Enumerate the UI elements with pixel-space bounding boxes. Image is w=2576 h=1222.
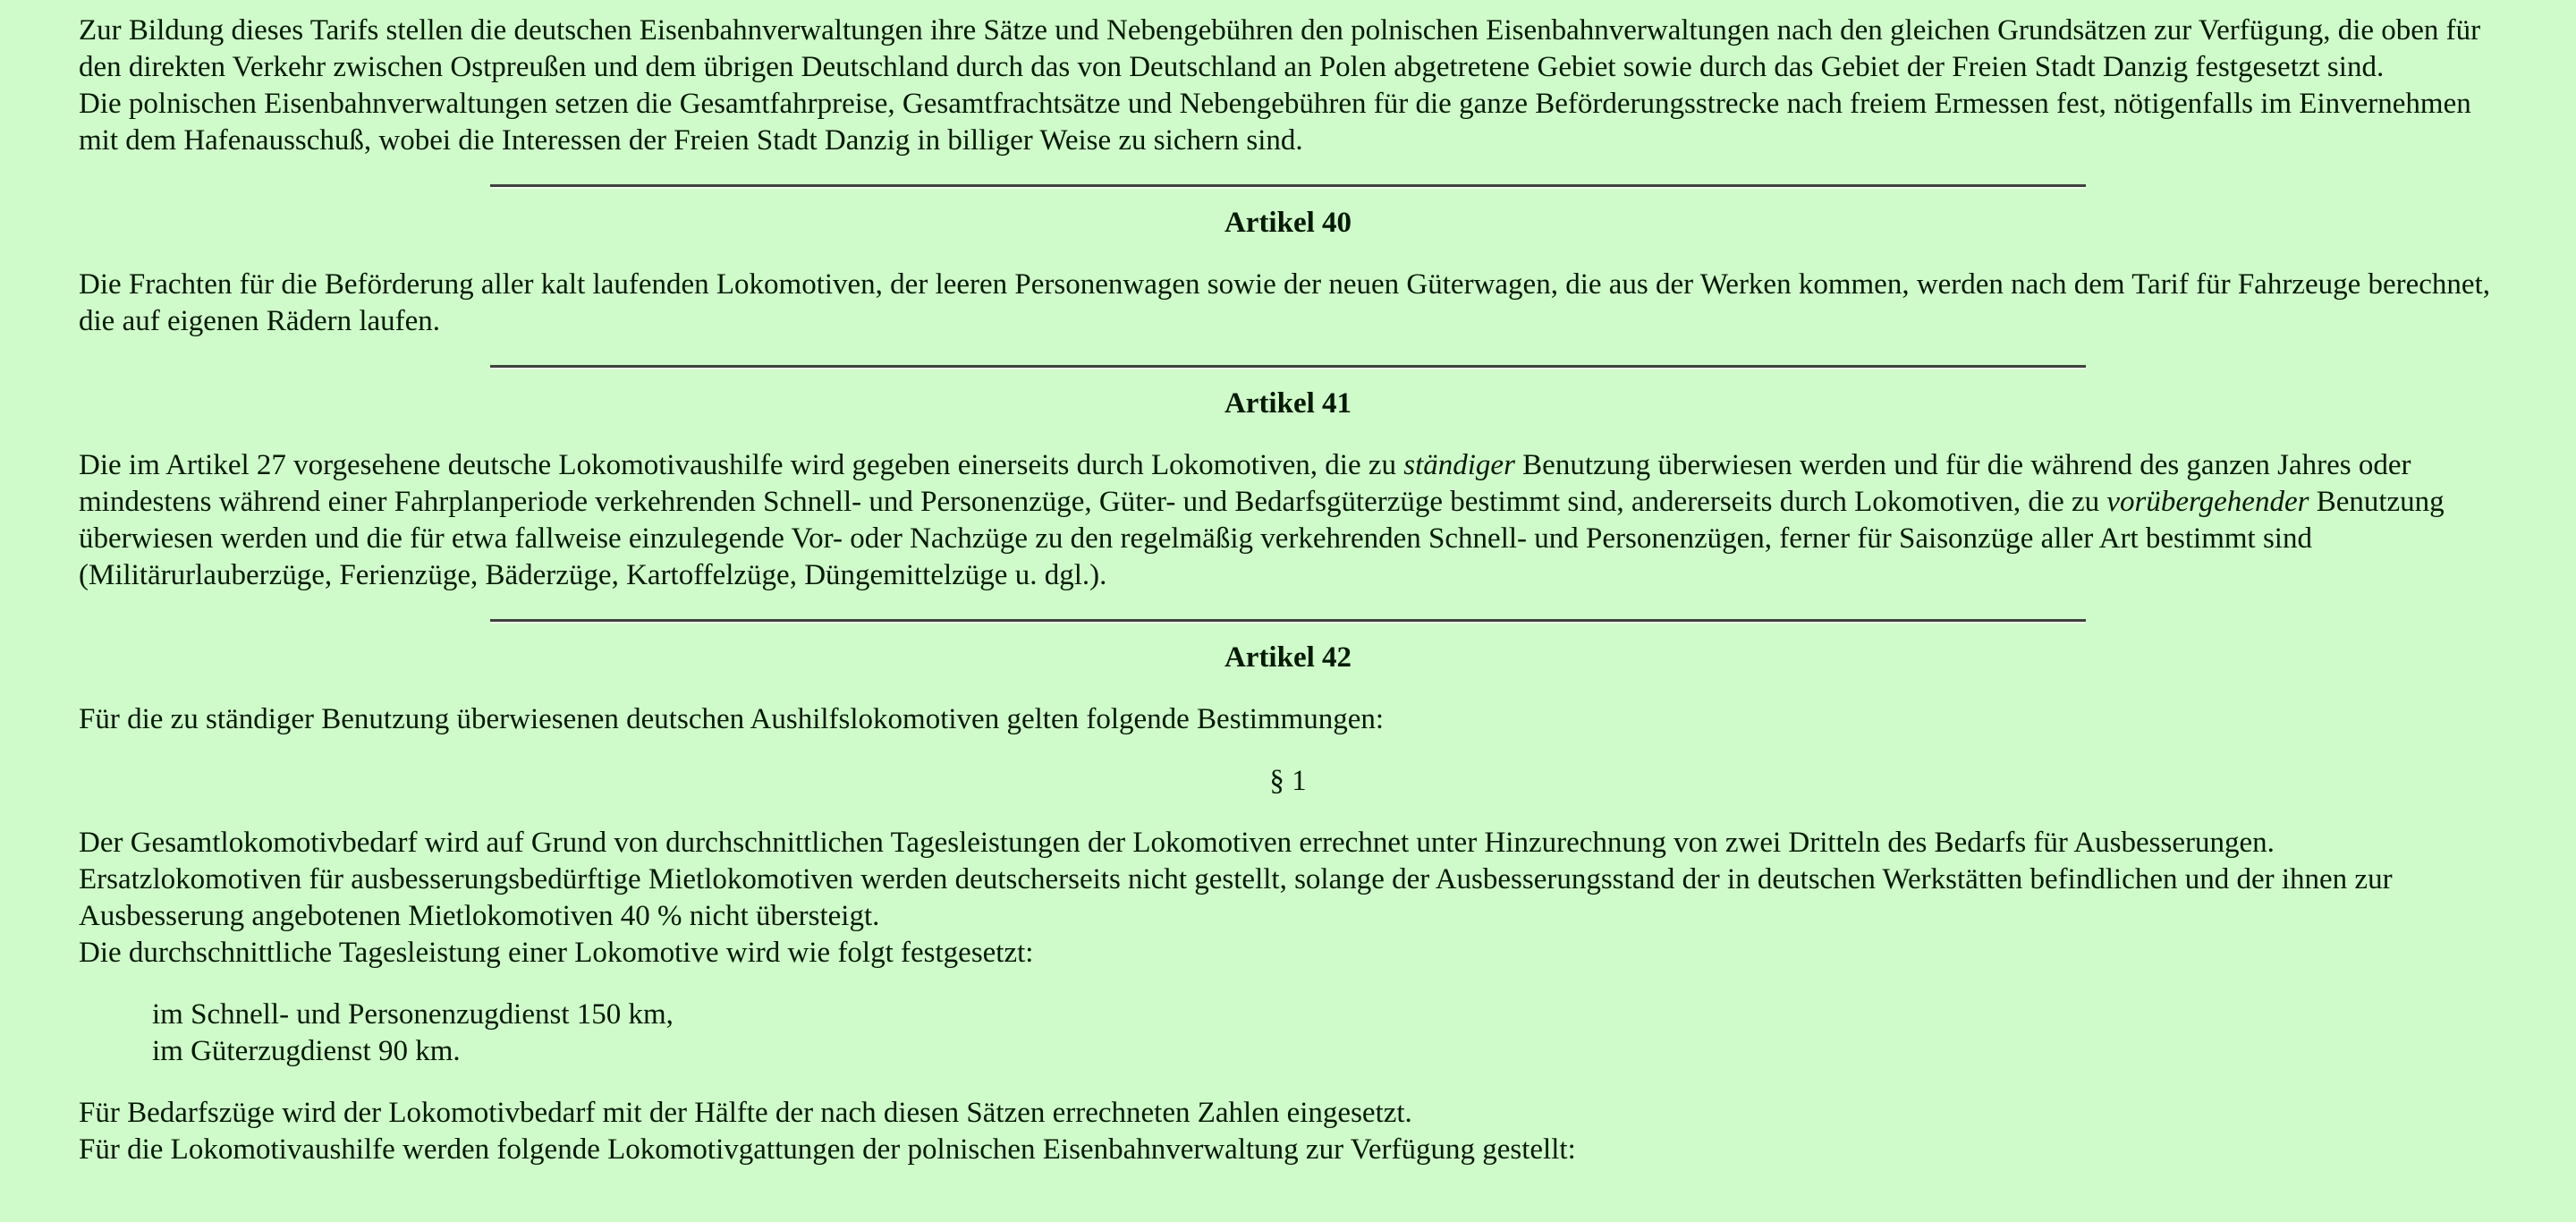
text-line: Benutzung überwiesen werden und für die während des ganzen Jahres oder mindestens während einer Fahrplanperiode verkehrenden Schnell- und Personenzüge, Güter- und Bedarfsgüterzüge bestimmt sind, andererseits durch Lokomotiven, die zu xyxy=(79,449,2411,518)
indented-list xyxy=(152,997,2497,1070)
text-line: Die durchschnittliche Tagesleistung einer Lokomotive wird wie folgt festgesetzt: xyxy=(79,937,1034,969)
text-line: Artikel 40 xyxy=(1224,207,1352,239)
paragraph xyxy=(79,701,2497,738)
paragraph xyxy=(79,1095,2497,1168)
emphasized-text: ständiger xyxy=(1403,449,1515,481)
section-divider xyxy=(490,365,2087,369)
paragraph xyxy=(79,267,2497,340)
text-line: Artikel 41 xyxy=(1224,387,1352,420)
text-line: Für Bedarfszüge wird der Lokomotivbedarf mit der Hälfte der nach diesen Sätzen errechneten Zahlen eingesetzt. xyxy=(79,1097,1412,1129)
paragraph xyxy=(79,447,2497,594)
text-line: Die im Artikel 27 vorgesehene deutsche Lokomotivaushilfe wird gegeben einerseits durch Lokomotiven, die zu xyxy=(79,449,1404,481)
text-line: Zur Bildung dieses Tarifs stellen die deutschen Eisenbahnverwaltungen ihre Sätze und Nebengebühren den polnischen Eisenbahnverwaltungen nach den gleichen Grundsätzen zur Verfügung, die oben für den direkten Verkehr zwischen Ostpreußen und dem übrigen Deutschland durch das von Deutschland an Polen abgetretene Gebiet sowie durch das Gebiet der Freien Stadt Danzig festgesetzt sind. xyxy=(79,14,2481,83)
article-heading xyxy=(79,386,2497,422)
text-line: Die Frachten für die Beförderung aller kalt laufenden Lokomotiven, der leeren Personenwagen sowie der neuen Güterwagen, die aus der Werken kommen, werden nach dem Tarif für Fahrzeuge berechnet, die auf eigenen Rädern laufen. xyxy=(79,268,2490,337)
text-line: im Güterzugdienst 90 km. xyxy=(152,1035,461,1067)
paragraph xyxy=(79,13,2497,159)
section-divider xyxy=(490,619,2087,624)
text-line: im Schnell- und Personenzugdienst 150 km, xyxy=(152,998,674,1031)
article-heading xyxy=(79,205,2497,242)
article-heading xyxy=(79,640,2497,676)
text-line: Ersatzlokomotiven für ausbesserungsbedürftige Mietlokomotiven werden deutscherseits nicht gestellt, solange der Ausbesserungsstand der in deutschen Werkstätten befindlichen und der ihnen zur Ausbesserung angebotenen Mietlokomotiven 40 % nicht übersteigt. xyxy=(79,863,2393,932)
text-line: Für die Lokomotivaushilfe werden folgende Lokomotivgattungen der polnischen Eisenbahnverwaltung zur Verfügung gestellt: xyxy=(79,1133,1576,1166)
text-line: Der Gesamtlokomotivbedarf wird auf Grund von durchschnittlichen Tagesleistungen der Lokomotiven errechnet unter Hinzurechnung von zwei Dritteln des Bedarfs für Ausbesserungen. xyxy=(79,827,2275,859)
text-line: Benutzung überwiesen werden und die für etwa fallweise einzulegende Vor- oder Nachzüge zu den regelmäßig verkehrenden Schnell- und Personenzügen, ferner für Saisonzüge aller Art bestimmt sind (Militärurlauberzüge, Ferienzüge, Bäderzüge, Kartoffelzüge, Düngemittelzüge u. dgl.). xyxy=(79,486,2445,591)
section-divider xyxy=(490,184,2087,189)
section-mark xyxy=(79,763,2497,800)
text-line: § 1 xyxy=(1269,765,1307,797)
text-line: Für die zu ständiger Benutzung überwiesenen deutschen Aushilfslokomotiven gelten folgende Bestimmungen: xyxy=(79,703,1385,735)
text-line: Die polnischen Eisenbahnverwaltungen setzen die Gesamtfahrpreise, Gesamtfrachtsätze und Nebengebühren für die ganze Beförderungsstrecke nach freiem Ermessen fest, nötigenfalls im Einvernehmen mit dem Hafenausschuß, wobei die Interessen der Freien Stadt Danzig in billiger Weise zu sichern sind. xyxy=(79,88,2471,157)
emphasized-text: vorübergehender xyxy=(2106,486,2309,518)
text-line: Artikel 42 xyxy=(1224,641,1352,674)
paragraph xyxy=(79,825,2497,972)
